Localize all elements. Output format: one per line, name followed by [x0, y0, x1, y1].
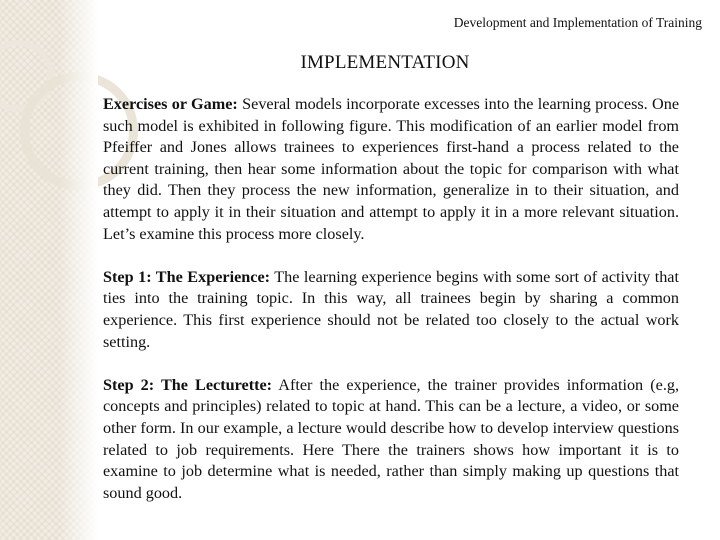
paragraph-step-2: [103, 375, 679, 505]
paragraph-lead: Step 1: The Experience:: [103, 267, 271, 286]
paragraph-lead: Exercises or Game:: [103, 95, 238, 113]
paragraph-text: The learning experience begins with some sort of activity that ties into the training topic. In this way, all trainees begin by sharing a common experience. This first experience should not be related too closely to the actual work setting.: [103, 267, 679, 351]
paragraph-text: Several models incorporate excesses into the learning process. One such model is exhibited in following figure. This modification of an earlier model from Pfeiffer and Jones allows trainees to experiences first-hand a process related to the current training, then hear some information about the topic for comparison with what they did. Then they process the new information, generalize in to their situation, and attempt to apply it in their situation and attempt to apply it in a more relevant situation. Let’s examine this process more closely.: [103, 95, 680, 243]
paragraph-lead: Step 2: The Lecturette:: [103, 375, 273, 394]
paragraph-exercises: [103, 94, 679, 245]
paragraph-text: After the experience, the trainer provides information (e.g, concepts and principles) related to topic at hand. This can be a lecture, a video, or some other form. In our example, a lecture would describe how to develop interview questions related to job requirements. Here There the trainers shows how important it is to examine to job determine what is needed, rather than simply making up questions that sound good.: [103, 375, 680, 502]
slide-body: [103, 94, 679, 526]
background-fade: [0, 0, 98, 540]
paragraph-step-1: [103, 267, 679, 353]
running-header: Development and Implementation of Training: [453, 15, 702, 30]
slide-title: IMPLEMENTATION: [300, 52, 470, 73]
